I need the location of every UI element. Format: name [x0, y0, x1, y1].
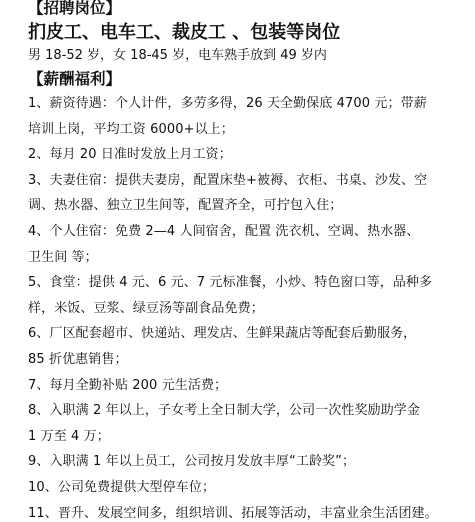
positions-title: 扪皮工、电车工、裁皮工 、包装等岗位 [28, 22, 341, 43]
benefit-item [28, 325, 461, 368]
benefit-item [28, 479, 461, 496]
benefit-item [28, 146, 461, 163]
benefit-line: 2、每月 20 日准时发放上月工资； [28, 147, 232, 163]
benefits-list [28, 95, 461, 522]
benefit-item [28, 402, 461, 445]
benefit-item [28, 453, 461, 470]
benefit-line: 10、公司免费提供大型停车位； [28, 479, 216, 495]
benefits-heading: 【薪酬福利】 [28, 70, 122, 88]
benefit-line: 11、晋升、发展空间多，组织培训、拓展等活动，丰富业余生活团建。 [28, 505, 438, 521]
benefit-line: 8、入职满 2 年以上，子女考上全日制大学，公司一次性奖励助学金 [28, 403, 421, 419]
benefit-line: 85 折优惠销售； [28, 351, 128, 367]
benefit-line: 5、食堂：提供 4 元、6 元、7 元标准餐，小炒、特色窗口等，品种多 [28, 275, 433, 291]
benefit-line: 9、入职满 1 年以上员工，公司按月发放丰厚“工龄奖”； [28, 454, 356, 470]
benefit-line: 1、薪资待遇：个人计件，多劳多得，26 天全勤保底 4700 元；带薪 [28, 96, 427, 111]
benefit-item [28, 223, 461, 266]
benefit-line: 卫生间 等； [28, 249, 98, 265]
benefit-item [28, 505, 461, 522]
benefit-line: 调、热水器、独立卫生间等，配置齐全，可拧包入住； [28, 198, 343, 214]
recruit-heading: 【招聘岗位】 [28, 0, 122, 17]
benefit-line: 1 万至 4 万； [28, 428, 110, 444]
benefit-item [28, 274, 461, 317]
benefit-item [28, 172, 461, 215]
benefit-line: 6、厂区配套超市、快递站、理发店、生鲜果蔬店等配套后勤服务， [28, 326, 417, 342]
benefit-line: 样，米饭、豆浆、绿豆汤等副食品免费； [28, 300, 264, 316]
benefit-line: 培训上岗，平均工资 6000+以上； [28, 121, 234, 137]
benefit-item [28, 95, 461, 138]
benefit-line: 7、每月全勤补贴 200 元生活费； [28, 377, 228, 393]
benefit-line: 4、个人住宿：免费 2—4 人间宿舍，配置 洗衣机、空调、热水器、 [28, 223, 420, 239]
benefit-line: 3、夫妻住宿：提供夫妻房，配置床垫+被褥、衣柜、书桌、沙发、空 [28, 172, 428, 188]
age-requirement: 男 18-52 岁，女 18-45 岁，电车熟手放到 49 岁内 [28, 48, 327, 63]
benefit-item [28, 377, 461, 394]
